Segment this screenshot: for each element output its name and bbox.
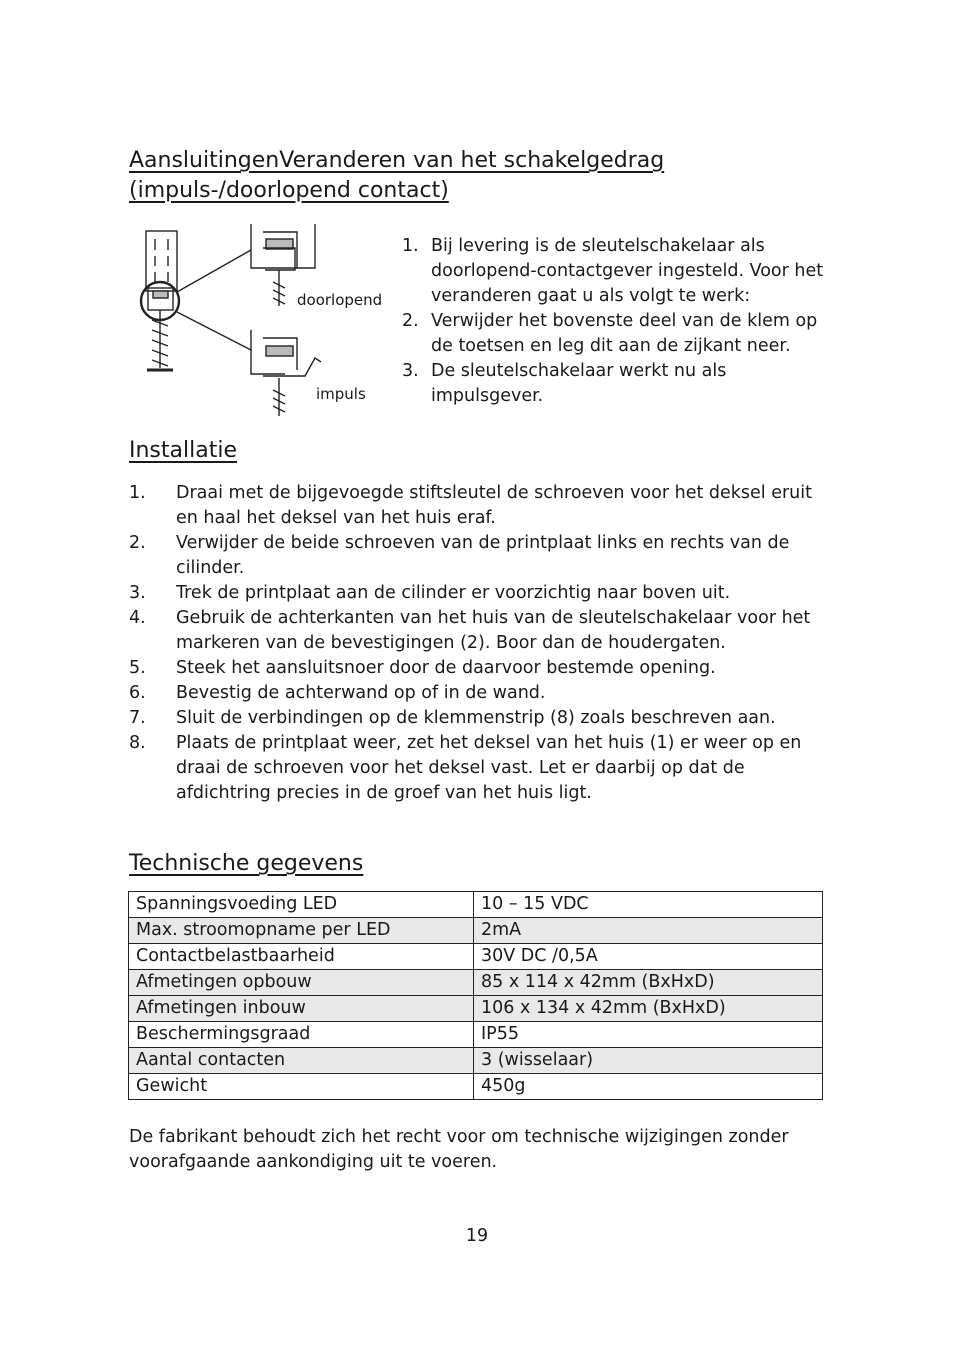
list-item: 6. Bevestig de achterwand op of in de wand. xyxy=(129,683,546,703)
list-item: 1. Bij levering is de sleutelschakelaar als doorlopend-contactgever ingesteld. Voor het veranderen gaat u als volgt te werk: xyxy=(402,236,824,306)
table-row: Spanningsvoeding LED 10 – 15 VDC xyxy=(129,892,823,918)
installation-heading: Installatie xyxy=(129,438,237,463)
main-heading: AansluitingenVeranderen van het schakelgedrag (impuls-/doorlopend contact) xyxy=(129,148,665,203)
list-item: 2. Verwijder het bovenste deel van de klem op de toetsen en leg dit aan de zijkant neer. xyxy=(402,311,818,356)
list-item: 7. Sluit de verbindingen op de klemmenstrip (8) zoals beschreven aan. xyxy=(129,708,776,728)
switch-mode-diagram xyxy=(135,220,405,420)
table-row: Max. stroomopname per LED 2mA xyxy=(129,918,823,944)
installation-steps-list xyxy=(129,481,829,806)
table-row: Contactbelastbaarheid 30V DC /0,5A xyxy=(129,944,823,970)
list-item: 1. Draai met de bijgevoegde stiftsleutel de schroeven voor het deksel eruit en haal het deksel van het huis eraf. xyxy=(129,483,812,528)
table-row: Afmetingen opbouw 85 x 114 x 42mm (BxHxD) xyxy=(129,970,823,996)
label-impuls: impuls xyxy=(316,385,366,403)
specs-table xyxy=(128,891,823,1100)
disclaimer-note: De fabrikant behoudt zich het recht voor om technische wijzigingen zonder voorafgaande aankondiging uit te voeren. xyxy=(129,1127,789,1172)
list-item: 3. Trek de printplaat aan de cilinder er voorzichtig naar boven uit. xyxy=(129,583,731,603)
table-row: Beschermingsgraad IP55 xyxy=(129,1022,823,1048)
list-item: 8. Plaats de printplaat weer, zet het deksel van het huis (1) er weer op en draai de schroeven voor het deksel vast. Let er daarbij op dat de afdichtring precies in de groef van het huis ligt. xyxy=(129,733,802,803)
list-item: 4. Gebruik de achterkanten van het huis van de sleutelschakelaar voor het markeren van de bevestigingen (2). Boor dan de houdergaten. xyxy=(129,608,811,653)
table-row: Aantal contacten 3 (wisselaar) xyxy=(129,1048,823,1074)
list-item: 3. De sleutelschakelaar werkt nu als impulsgever. xyxy=(402,361,727,406)
label-doorlopend: doorlopend xyxy=(297,291,383,309)
specs-heading: Technische gegevens xyxy=(129,851,364,876)
page-number: 19 xyxy=(465,1226,489,1246)
table-row: Afmetingen inbouw 106 x 134 x 42mm (BxHxD) xyxy=(129,996,823,1022)
list-item: 5. Steek het aansluitsnoer door de daarvoor bestemde opening. xyxy=(129,658,716,678)
intro-steps-list xyxy=(402,234,827,409)
table-row: Gewicht 450g xyxy=(129,1074,823,1100)
list-item: 2. Verwijder de beide schroeven van de printplaat links en rechts van de cilinder. xyxy=(129,533,790,578)
